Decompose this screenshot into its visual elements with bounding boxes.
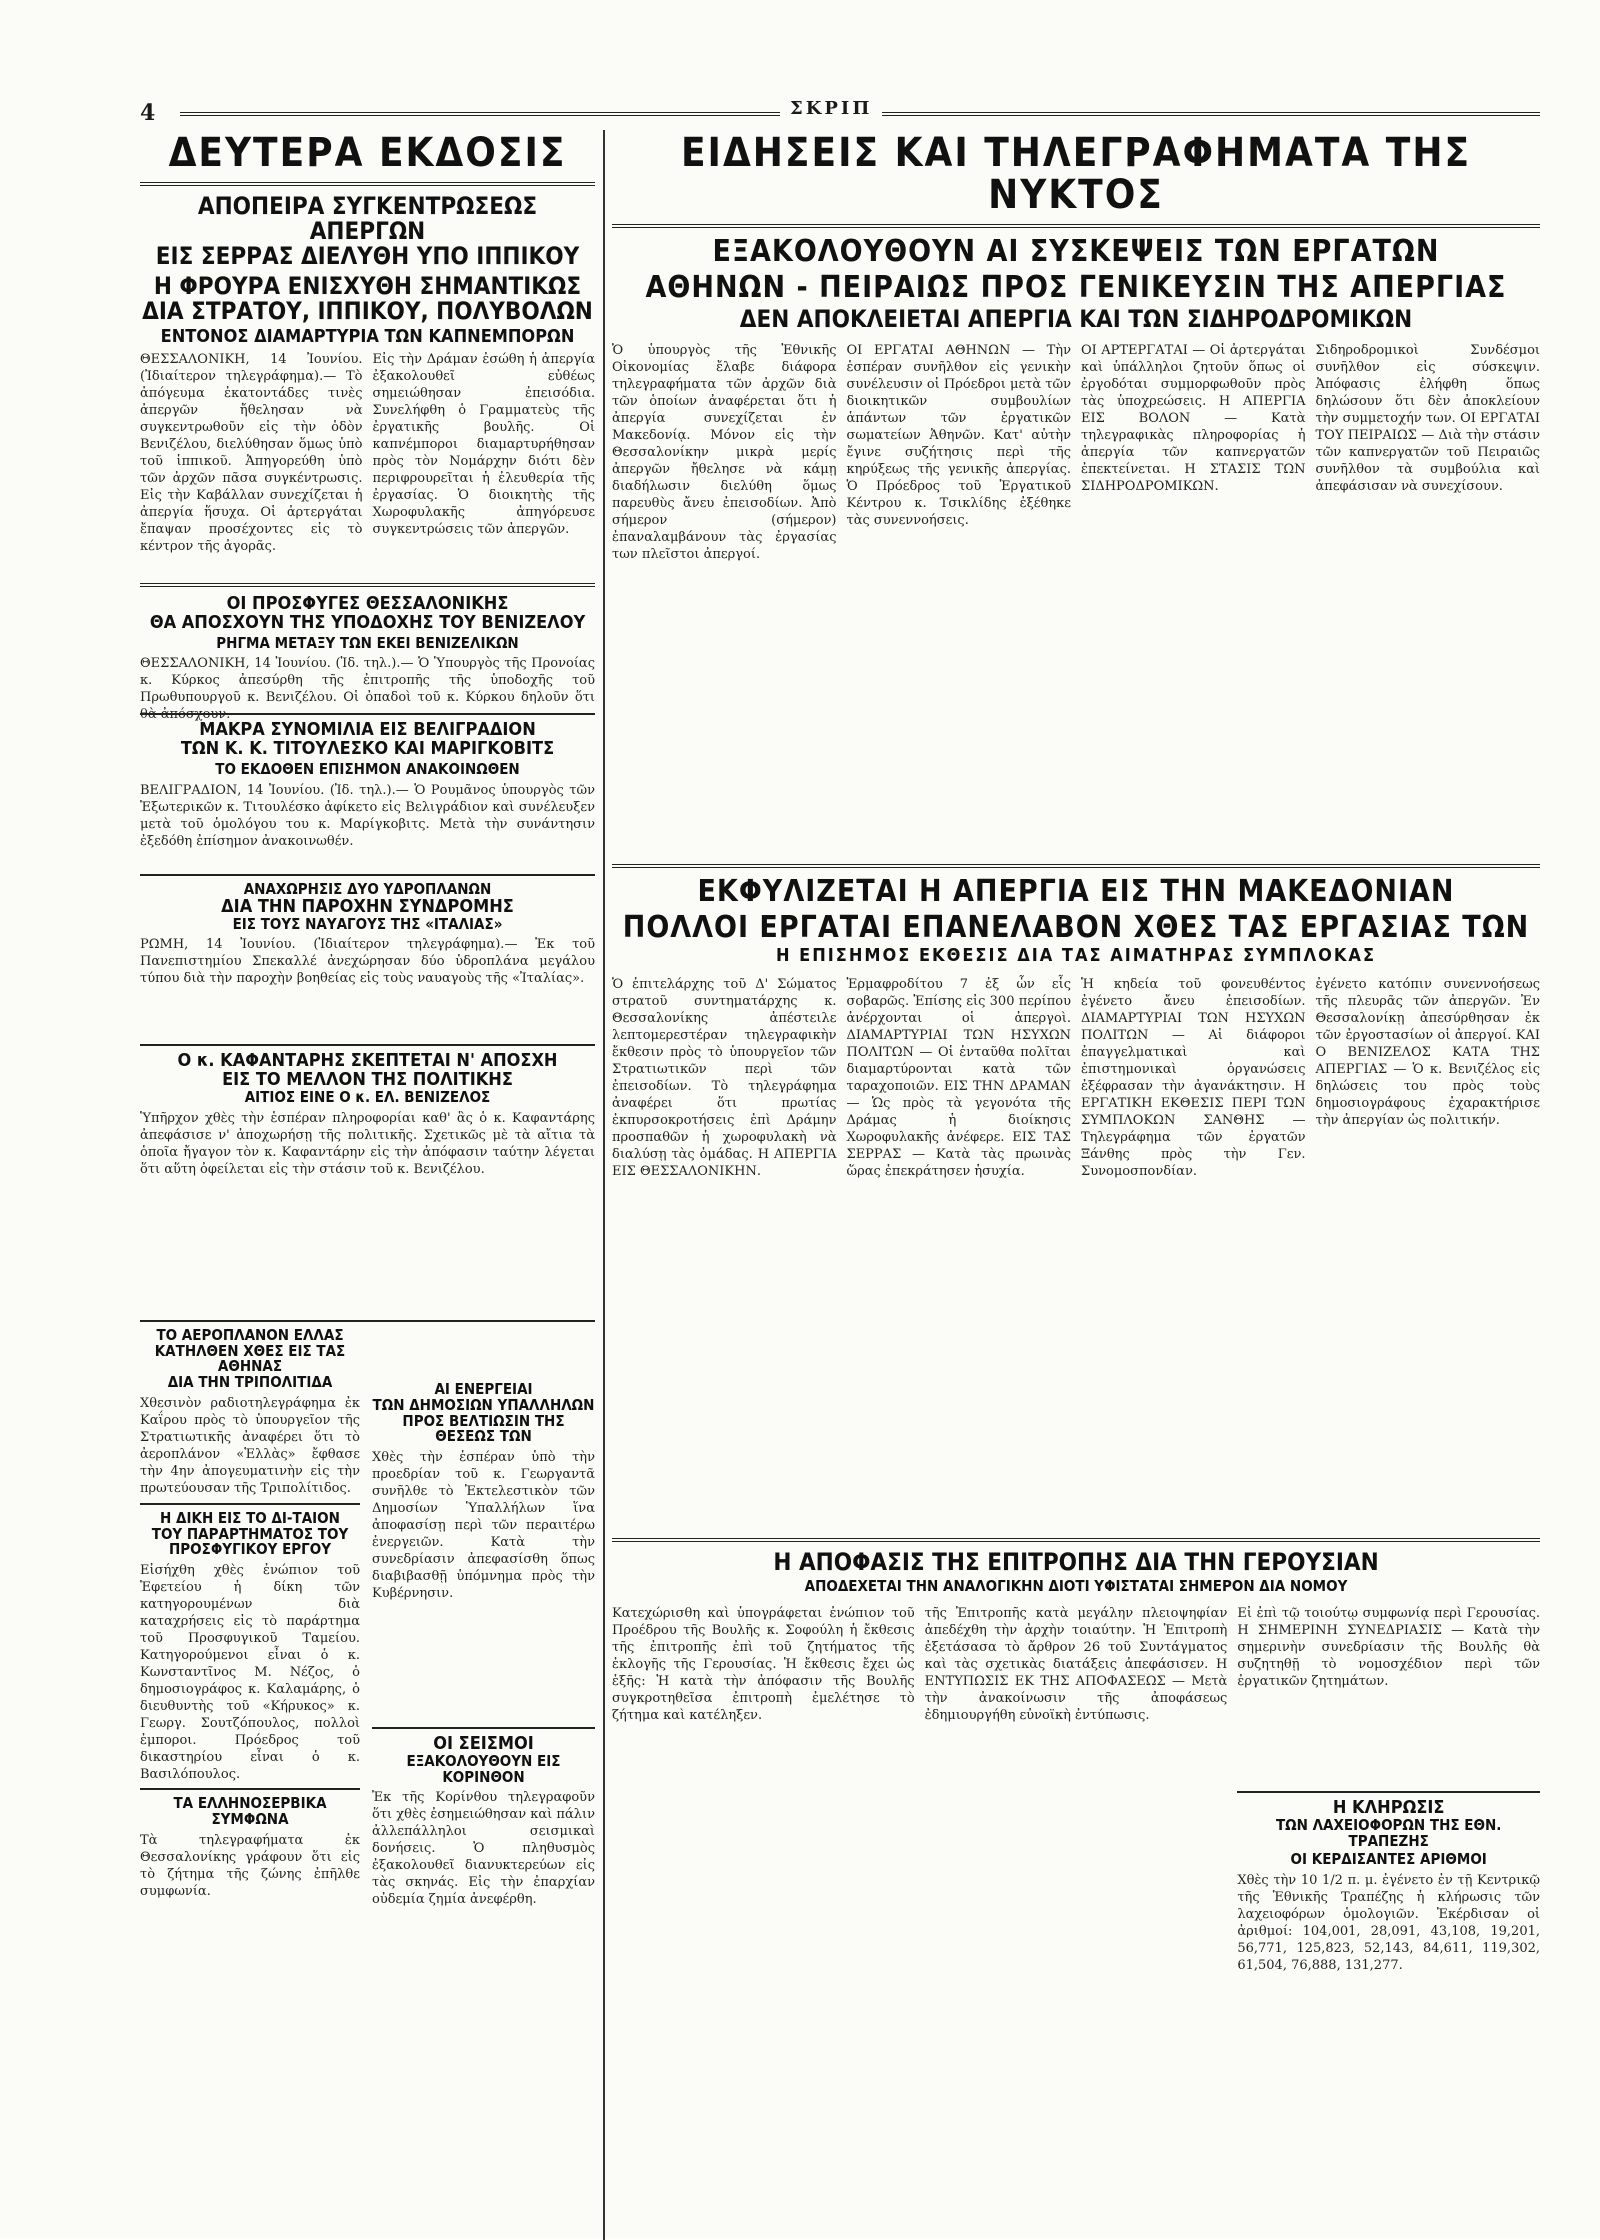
article-text: Ὁ ἐπιτελάρχης τοῦ Δ' Σώματος στρατοῦ συντηματάρχης κ. Θεσσαλονίκης ἀπέστειλε λεπτομερεστέραν τηλεγραφικὴν ἔκθεσιν πρὸς τὸ ὑπουργεῖον τῶν Στρατιωτικῶν περὶ τῶν ἐπεισοδίων. Τὸ τηλεγράφημα ἀναφέρει ὅτι πρωτίας ἐκπυρσοκροτήσεις ἐπὶ Δράμην προσπαθῶν ἡ χωροφυλακὴ νὰ διαλύσῃ τὰς ὁμάδας. Η ΑΠΕΡΓΙΑ ΕΙΣ ΘΕΣΣΑΛΟΝΙΚΗΝ. [612,977,837,1180]
headline: ΤΑ ΕΛΛΗΝΟΣΕΡΒΙΚΑ ΣΥΜΦΩΝΑ [173,1794,327,1828]
article-text: ΟΙ ΕΡΓΑΤΑΙ ΑΘΗΝΩΝ — Τὴν ἑσπέραν συνῆλθον εἰς γενικὴν συνέλευσιν οἱ Πρόεδροι μετὰ τῶν διοικητικῶν συμβουλίων ἁπάντων τῶν ἐργατικῶν σωματείων Ἀθηνῶν. Κατ' αὐτὴν ἔγινε συζήτησις περὶ τῆς κηρύξεως τῆς γενικῆς ἀπεργίας. Ὁ Πρόεδρος τοῦ Ἐργατικοῦ Κέντρου κ. Τσικλίδης ἐξέθηκε τὰς συνεννοήσεις. [846,343,1071,529]
article-workers-meetings [612,236,1540,856]
article-senate-decision [612,1550,1540,2129]
headline: Η ΚΛΗΡΩΣΙΣ [1332,1797,1445,1819]
headline: ΑΘΗΝΩΝ - ΠΕΙΡΑΙΩΣ ΠΡΟΣ ΓΕΝΙΚΕΥΣΙΝ ΤΗΣ ΑΠΕΡΓΙΑΣ [645,269,1507,305]
subheadline: Η ΕΠΙΣΗΜΟΣ ΕΚΘΕΣΙΣ ΔΙΑ ΤΑΣ ΑΙΜΑΤΗΡΑΣ ΣΥΜΠΛΟΚΑΣ [775,945,1377,967]
main-news-area [612,132,1540,2232]
headline: ΔΙΑ ΤΗΝ ΠΑΡΟΧΗΝ ΣΥΝΔΡΟΜΗΣ [221,895,514,917]
headline: ΤΟ ΑΕΡΟΠΛΑΝΟΝ ΕΛΛΑΣ [156,1325,344,1344]
column-divider [603,130,605,2240]
article-text: ΡΩΜΗ, 14 Ἰουνίου. (Ἰδιαίτερον τηλεγράφημα).— Ἐκ τοῦ Πανεπιστημίου Σπεκαλλέ ἀνεχώρησαν δύο ὑδροπλάνα μεγάλου τύπου διὰ τὴν παροχὴν βοηθείας εἰς τοὺς ναυαγοὺς τῆς «Ἰταλίας». [140,937,595,987]
article-text: Εἰ ἐπὶ τῷ τοιούτῳ συμφωνίᾳ περὶ Γερουσίας. Η ΣΗΜΕΡΙΝΗ ΣΥΝΕΔΡΙΑΣΙΣ — Κατὰ τὴν σημερινὴν συνεδρίασιν τῆς Βουλῆς θὰ συζητηθῇ τὸ νομοσχέδιον περὶ τῶν ἐργατικῶν ζητημάτων. [1237,1606,1541,1690]
article-text: Σιδηροδρομικοὶ Συνδέσμοι συνῆλθον εἰς σύσκεψιν. Ἀπόφασις ἐλήφθη ὅπως δηλώσουν ὅτι δὲν ἀποκλείουν τὴν συμμετοχήν των. ΟΙ ΕΡΓΑΤΑΙ ΤΟΥ ΠΕΙΡΑΙΩΣ — Διὰ τὴν στάσιν τῶν καπνεργατῶν τοῦ Πειραιῶς συνῆλθον τὰ συμβούλια καὶ ἀπεφάσισαν νὰ συνεχίσουν. [1315,343,1540,495]
headline: ΤΩΝ ΔΗΜΟΣΙΩΝ ΥΠΑΛΛΗΛΩΝ [372,1395,595,1414]
headline: Ο κ. ΚΑΦΑΝΤΑΡΗΣ ΣΚΕΠΤΕΤΑΙ Ν' ΑΠΟΣΧΗ [177,1050,558,1072]
article-text: Εἰς τὴν Δράμαν ἐσώθη ἡ ἀπεργία ἐξακολουθεῖ εὐθέως σημειώθησαν ἐπεισόδια. Συνελήφθη ὁ Γραμματεὺς τῆς ἐργατικῆς βουλῆς. Οἱ καπνέμποροι διαμαρτυρήθησαν πρὸς τὸν Νομάρχην διότι δὲν περιφρουρεῖται ἡ ἐλευθερία τῆς ἐργασίας. Ὁ διοικητὴς τῆς Χωροφυλακῆς ἀπηγόρευσε συγκεντρώσεις τῶν ἀπεργῶν. [372,351,595,537]
article-text: Εἰσήχθη χθὲς ἐνώπιον τοῦ Ἐφετείου ἡ δίκη τῶν κατηγορουμένων διὰ καταχρήσεις εἰς τὸ παράρτημα τοῦ Προσφυγικοῦ Ταμείου. Κατηγορούμενοι εἶναι ὁ κ. Κωνσταντῖνος Μ. Νέζος, ὁ δημοσιογράφος κ. Καλαμάρης, ὁ διευθυντὴς τοῦ «Κήρυκος» κ. Γεωργ. Σουτζόπουλος, πολλοὶ ἐμποροι. Πρόεδρος τοῦ δικαστηρίου εἶναι ὁ κ. Βασιλόπουλος. [140,1563,360,1783]
article-macedonia-strike [612,876,1540,1530]
paper-name: ΣΚΡΙΠ [780,98,882,119]
article-text: ΘΕΣΣΑΛΟΝΙΚΗ, 14 Ἰουνίου. (Ἰδ. τηλ.).— Ὁ Ὑπουργὸς τῆς Προνοίας κ. Κύρκος ἀπεσύρθη τῆς ἐπιτροπῆς τῆς ὑποδοχῆς τοῦ Πρωθυπουργοῦ κ. Βενιζέλου. Οἱ ὀπαδοὶ τοῦ κ. Κύρκου δηλοῦν ὅτι θὰ ἀπόσχουν. [140,656,595,723]
article-text: Ἡ κηδεία τοῦ φονευθέντος ἐγένετο ἄνευ ἐπεισοδίων. ΔΙΑΜΑΡΤΥΡΙΑΙ ΤΩΝ ΗΣΥΧΩΝ ΠΟΛΙΤΩΝ — Αἱ διάφοροι ἐπαγγελματικαὶ καὶ ἐπιστημονικαὶ ὀργανώσεις ἐξέφρασαν τὴν ἀγανάκτησιν. Η ΕΡΓΑΤΙΚΗ ΕΚΘΕΣΙΣ ΠΕΡΙ ΤΩΝ ΣΥΜΠΛΟΚΩΝ ΣΑΝΘΗΣ — Τηλεγράφημα τῶν ἐργατῶν Ξάνθης πρὸς τὴν Γεν. Συνομοσπονδίαν. [1081,977,1306,1180]
article-serres-strike [140,194,595,575]
left-column [140,132,595,2232]
headline: ΕΚΦΥΛΙΖΕΤΑΙ Η ΑΠΕΡΓΙΑ ΕΙΣ ΤΗΝ ΜΑΚΕΔΟΝΙΑΝ [697,874,1455,910]
headline: ΟΙ ΠΡΟΣΦΥΓΕΣ ΘΕΣΣΑΛΟΝΙΚΗΣ [226,592,509,614]
subheadline: ΔΙΑ ΤΗΝ ΤΡΙΠΟΛΙΤΙΔΑ [167,1373,333,1392]
headline: ΤΩΝ Κ. Κ. ΤΙΤΟΥΛΕΣΚΟ ΚΑΙ ΜΑΡΙΓΚΟΒΙΤΣ [180,738,555,760]
divider [140,182,595,186]
divider [612,224,1540,228]
second-edition-banner: ΔΕΥΤΕΡΑ ΕΚΔΟΣΙΣ [168,130,567,176]
article-text: ΒΕΛΙΓΡΑΔΙΟΝ, 14 Ἰουνίου. (Ἰδ. τηλ.).— Ὁ Ρουμᾶνος ὑπουργὸς τῶν Ἐξωτερικῶν κ. Τιτουλέσκο ἀφίκετο εἰς Βελιγράδιον καὶ συνέλευξεν μετὰ τοῦ ὁμολόγου του κ. Μαρίγκοβιτς. Μετὰ τὴν συνάντησιν ἐξεδόθη ἐπίσημον ἀνακοινωθέν. [140,782,595,849]
headline: ΔΙΑ ΣΤΡΑΤΟΥ, ΙΠΠΙΚΟΥ, ΠΟΛΥΒΟΛΩΝ [142,296,593,325]
headline: ΤΩΝ ΛΑΧΕΙΟΦΟΡΩΝ ΤΗΣ ΕΘΝ. ΤΡΑΠΕΖΗΣ [1275,1815,1502,1850]
headline: ΠΟΛΛΟΙ ΕΡΓΑΤΑΙ ΕΠΑΝΕΛΑΒΟΝ ΧΘΕΣ ΤΑΣ ΕΡΓΑΣΙΑΣ ΤΩΝ [622,909,1530,945]
divider [140,1320,595,1322]
article-refugees [140,592,595,723]
divider [372,1727,595,1729]
article-belgrade [140,721,595,868]
subheadline: ΡΗΓΜΑ ΜΕΤΑΞΥ ΤΩΝ ΕΚΕΙ ΒΕΝΙΖΕΛΙΚΩΝ [216,633,519,652]
article-seaplanes [140,879,595,1038]
article-text: τῆς Ἐπιτροπῆς κατὰ μεγάλην πλειοψηφίαν ἀπεδέχθη τὴν ἀρχὴν τοιαύτην. Ἡ Ἐπιτροπὴ ἐξετάσασα τὸ ἄρθρον 26 τοῦ Συντάγματος καὶ τὰς σχετικὰς διατάξεις ἀπεφάσισεν. Η ΕΝΤΥΠΩΣΙΣ ΕΚ ΤΗΣ ΑΠΟΦΑΣΕΩΣ — Μετὰ τὴν ἀνακοίνωσιν τῆς ἀποφάσεως ἐδημιουργήθη εὐνοϊκὴ ἐντύπωσις. [924,1606,1228,1724]
article-airplane [140,1325,360,1899]
subheadline: ΕΞΑΚΟΛΟΥΘΟΥΝ ΕΙΣ ΚΟΡΙΝΘΟΝ [406,1751,561,1786]
article-text: ἐγένετο κατόπιν συνεννοήσεως τῆς πλευρᾶς τῶν ἀπεργῶν. Ἐν Θεσσαλονίκῃ ἀπεσύρθησαν ἐκ τῶν ἐργοστασίων οἱ ἀπεργοί. ΚΑΙ Ο ΒΕΝΙΖΕΛΟΣ ΚΑΤΑ ΤΗΣ ΑΠΕΡΓΙΑΣ — Ὁ κ. Βενιζέλος εἰς δηλώσεις του πρὸς τοὺς δημοσιογράφους ἐχαρακτήρισε τὴν ἀπεργίαν ὡς πολιτικήν. [1315,977,1540,1129]
headline: ΑΠΟΠΕΙΡΑ ΣΥΓΚΕΝΤΡΩΣΕΩΣ ΑΠΕΡΓΩΝ [197,192,538,246]
divider [140,1788,360,1790]
headline: Η ΔΙΚΗ ΕΙΣ ΤΟ ΔΙ-ΤΑΙΟΝ [160,1508,340,1527]
headline: ΕΙΣ ΣΕΡΡΑΣ ΔΙΕΛΥΘΗ ΥΠΟ ΙΠΠΙΚΟΥ [155,242,580,271]
article-employees [372,1382,595,2065]
article-text: Χθεσινὸν ραδιοτηλεγράφημα ἐκ Καΐρου πρὸς τὸ ὑπουργεῖον τῆς Στρατιωτικῆς ἀναφέρει ὅτι τὸ ἀεροπλάνον «Ἑλλὰς» ἔφθασε τὴν 4ην ἀπογευματινὴν εἰς τὴν πρωτεύουσαν τῆς Τριπολίτιδος. [140,1395,360,1496]
article-text: Χθὲς τὴν 10 1/2 π. μ. ἐγένετο ἐν τῇ Κεντρικῷ τῆς Ἐθνικῆς Τραπέζης ἡ κλήρωσις τῶν λαχειοφόρων ὁμολογιῶν. Ἐκέρδισαν οἱ ἀριθμοί: 104,001, 28,091, 43,108, 19,201, 56,771, 125,823, 52,143, 84,611, 119,302, 61,504, 76,888, 131,277. [1237,1873,1541,1974]
news-of-the-night-banner: ΕΙΔΗΣΕΙΣ ΚΑΙ ΤΗΛΕΓΡΑΦΗΜΑΤΑ ΤΗΣ ΝΥΚΤΟΣ [680,130,1472,218]
article-text: Ὁ ὑπουργὸς τῆς Ἐθνικῆς Οἰκονομίας ἔλαβε διάφορα τηλεγραφήματα τῶν ἀρχῶν διὰ τῶν ὁποίων ἀναφέρεται ὅτι ἡ ἀπεργία συνεχίζεται ἐν Μακεδονίᾳ. Μόνον εἰς τὴν Θεσσαλονίκην μικρὰ μερίς ἀπεργῶν ἤθελησε νὰ κάμῃ διαδήλωσιν διελύθη ὅμως παρευθὺς ἄνευ ἐπεισοδίων. Ἀπὸ σήμερον (σήμερον) ἐπαναλαμβάνουν τὰς ἐργασίας των πλεῖστοι ἀπεργοί. [612,343,837,563]
divider [140,874,595,876]
masthead [140,100,1540,126]
subheadline: ΟΙ ΚΕΡΔΙΣΑΝΤΕΣ ΑΡΙΘΜΟΙ [1290,1850,1487,1869]
article-text: Ὑπῆρχον χθὲς τὴν ἑσπέραν πληροφορίαι καθ' ἃς ὁ κ. Καφαντάρης ἀπεφάσισε ν' ἀποχωρήσῃ τῆς πολιτικῆς. Σχετικῶς μὲ τὰ αἴτια τὰ ὁποῖα ἤγαγον τὸν κ. Καφαντάρην εἰς τὴν ἀπόφασιν ταύτην λέγεται ὅτι αὕτη ὀφείλεται εἰς τὴν στάσιν τοῦ κ. Βενιζέλου. [140,1110,595,1177]
subheadline: ΑΠΟΔΕΧΕΤΑΙ ΤΗΝ ΑΝΑΛΟΓΙΚΗΝ ΔΙΟΤΙ ΥΦΙΣΤΑΤΑΙ ΣΗΜΕΡΟΝ ΔΙΑ ΝΟΜΟΥ [804,1577,1348,1596]
article-text: Τὰ τηλεγραφήματα ἐκ Θεσσαλονίκης γράφουν ὅτι εἰς τὸ ζήτημα τῆς ζώνης ἐπῆλθε συμφωνία. [140,1832,360,1899]
headline: ΟΙ ΣΕΙΣΜΟΙ [433,1733,534,1754]
divider [1237,1791,1540,1793]
article-text: Κατεχώρισθη καὶ ὑπογράφεται ἐνώπιον τοῦ Προέδρου τῆς Βουλῆς κ. Σοφούλη ἡ ἔκθεσις τῆς ἐπιτροπῆς ἐπὶ τοῦ ζητήματος τῆς ἐκλογῆς τῆς Γερουσίας. Ἡ ἔκθεσις ἔχει ὡς ἑξῆς: Ἡ κατὰ τὴν ἀπόφασιν τῆς Βουλῆς συγκροτηθεῖσα ἐπιτροπὴ ἐμελέτησε τὸ ζήτημα καὶ κατέληξεν. [612,1606,915,1724]
article-text: ΘΕΣΣΑΛΟΝΙΚΗ, 14 Ἰουνίου. (Ἰδιαίτερον τηλεγράφημα).— Τὸ ἀπόγευμα ἐκατοντάδες τινὲς ἀπεργῶν ἤθελησαν νὰ συγκεντρωθοῦν εἰς τὴν ὁδὸν Βενιζέλου, διελύθησαν ὅμως ὑπὸ τοῦ ἱππικοῦ. Ἀπηγορεύθη ὑπὸ τῶν ἀρχῶν πᾶσα συγκέντρωσις. Εἰς τὴν Καβάλλαν συνεχίζεται ἡ ἀπεργία ἥσυχα. Οἱ ἀρτεργάται ἔπαψαν προσέχοντες εἰς τὸ κέντρον τῆς ἀγορᾶς. [140,351,363,554]
subheadline: ΔΕΝ ΑΠΟΚΛΕΙΕΤΑΙ ΑΠΕΡΓΙΑ ΚΑΙ ΤΩΝ ΣΙΔΗΡΟΔΡΟΜΙΚΩΝ [739,305,1413,333]
subheadline: ΤΟΥ ΠΑΡΑΡΤΗΜΑΤΟΣ ΤΟΥ ΠΡΟΣΦΥΓΙΚΟΥ ΕΡΓΟΥ [151,1524,349,1559]
article-text: Ἑρμαφροδίτου 7 ἐξ ὧν εἷς σοβαρῶς. Ἐπίσης εἰς 300 περίπου ἀνέρχονται οἱ ἀπεργοὶ. ΔΙΑΜΑΡΤΥΡΙΑΙ ΤΩΝ ΗΣΥΧΩΝ ΠΟΛΙΤΩΝ — Οἱ ἐνταῦθα πολῖται διαμαρτύρονται κατὰ τῶν ταραχοποιῶν. ΕΙΣ ΤΗΝ ΔΡΑΜΑΝ — Ὡς πρὸς τὰ γεγονότα τῆς Δράμας ἡ διοίκησις Χωροφυλακῆς ἀνέφερε. ΕΙΣ ΤΑΣ ΣΕΡΡΑΣ — Κατὰ τὰς πρωινὰς ὥρας ἐπεκράτησεν ἡσυχία. [846,977,1071,1180]
headline: Η ΑΠΟΦΑΣΙΣ ΤΗΣ ΕΠΙΤΡΟΠΗΣ ΔΙΑ ΤΗΝ ΓΕΡΟΥΣΙΑΝ [773,1548,1379,1577]
subheadline: ΕΝΤΟΝΟΣ ΔΙΑΜΑΡΤΥΡΙΑ ΤΩΝ ΚΑΠΝΕΜΠΟΡΩΝ [160,325,575,347]
subheadline: ΑΙΤΙΟΣ ΕΙΝΕ Ο κ. ΕΛ. ΒΕΝΙΖΕΛΟΣ [244,1088,491,1107]
article-kafantaris [140,1052,595,1314]
headline: ΚΑΤΗΛΘΕΝ ΧΘΕΣ ΕΙΣ ΤΑΣ ΑΘΗΝΑΣ [154,1341,346,1376]
article-lottery [1237,1799,1540,2102]
headline: Η ΦΡΟΥΡΑ ΕΝΙΣΧΥΘΗ ΣΗΜΑΝΤΙΚΩΣ [153,271,582,300]
subheadline: ΕΙΣ ΤΟΥΣ ΝΑΥΑΓΟΥΣ ΤΗΣ «ΙΤΑΛΙΑΣ» [232,914,503,933]
divider [140,583,595,587]
headline: ΕΙΣ ΤΟ ΜΕΛΛΟΝ ΤΗΣ ΠΟΛΙΤΙΚΗΣ [222,1069,513,1091]
article-text: Ἐκ τῆς Κορίνθου τηλεγραφοῦν ὅτι χθὲς ἐσημειώθησαν καὶ πάλιν ἀλλεπάλληλοι σεισμικαὶ δονήσεις. Ὁ πληθυσμὸς ἐξακολουθεῖ διανυκτερεύων εἰς τὰς σκηνάς. Εἰς τὴν ἐπαρχίαν οὐδεμία ζημία ἀνεφέρθη. [372,1790,595,1908]
divider [140,1044,595,1046]
divider [612,864,1540,868]
subheadline: ΤΟ ΕΚΔΟΘΕΝ ΕΠΙΣΗΜΟΝ ΑΝΑΚΟΙΝΩΘΕΝ [215,760,520,779]
headline: ΘΑ ΑΠΟΣΧΟΥΝ ΤΗΣ ΥΠΟΔΟΧΗΣ ΤΟΥ ΒΕΝΙΖΕΛΟΥ [149,611,586,633]
headline: ΜΑΚΡΑ ΣΥΝΟΜΙΛΙΑ ΕΙΣ ΒΕΛΙΓΡΑΔΙΟΝ [199,719,536,741]
headline: ΑΙ ΕΝΕΡΓΕΙΑΙ [434,1380,533,1398]
divider [140,1503,360,1505]
article-text: ΟΙ ΑΡΤΕΡΓΑΤΑΙ — Οἱ ἀρτεργάται καὶ ὑπάλληλοι ζητοῦν ὅπως οἱ ἐργοδόται συμμορφωθοῦν πρὸς τὰς ὑποχρεώσεις. Η ΑΠΕΡΓΙΑ ΕΙΣ ΒΟΛΟΝ — Κατὰ τηλεγραφικὰς πληροφορίας ἡ ἀπεργία τῶν καπνεργατῶν ἐπεκτείνεται. Η ΣΤΑΣΙΣ ΤΩΝ ΣΙΔΗΡΟΔΡΟΜΙΚΩΝ. [1081,343,1306,495]
article-text: Χθὲς τὴν ἑσπέραν ὑπὸ τὴν προεδρίαν τοῦ κ. Γεωργαντᾶ συνῆλθε τὸ Ἐκτελεστικὸν τῶν Δημοσίων Ὑπαλλήλων ἵνα ἀποφασίσῃ περὶ τῶν περαιτέρω ἐνεργειῶν. Κατὰ τὴν συνεδρίασιν ἀπεφασίσθη ὅπως διαβιβασθῇ ὑπόμνημα πρὸς τὴν Κυβέρνησιν. [372,1450,595,1601]
headline: ΑΝΑΧΩΡΗΣΙΣ ΔΥΟ ΥΔΡΟΠΛΑΝΩΝ [243,879,492,898]
subheadline: ΠΡΟΣ ΒΕΛΤΙΩΣΙΝ ΤΗΣ ΘΕΣΕΩΣ ΤΩΝ [402,1411,565,1446]
divider [612,1538,1540,1542]
page-number: 4 [140,100,156,126]
headline: ΕΞΑΚΟΛΟΥΘΟΥΝ ΑΙ ΣΥΣΚΕΨΕΙΣ ΤΩΝ ΕΡΓΑΤΩΝ [712,234,1440,269]
